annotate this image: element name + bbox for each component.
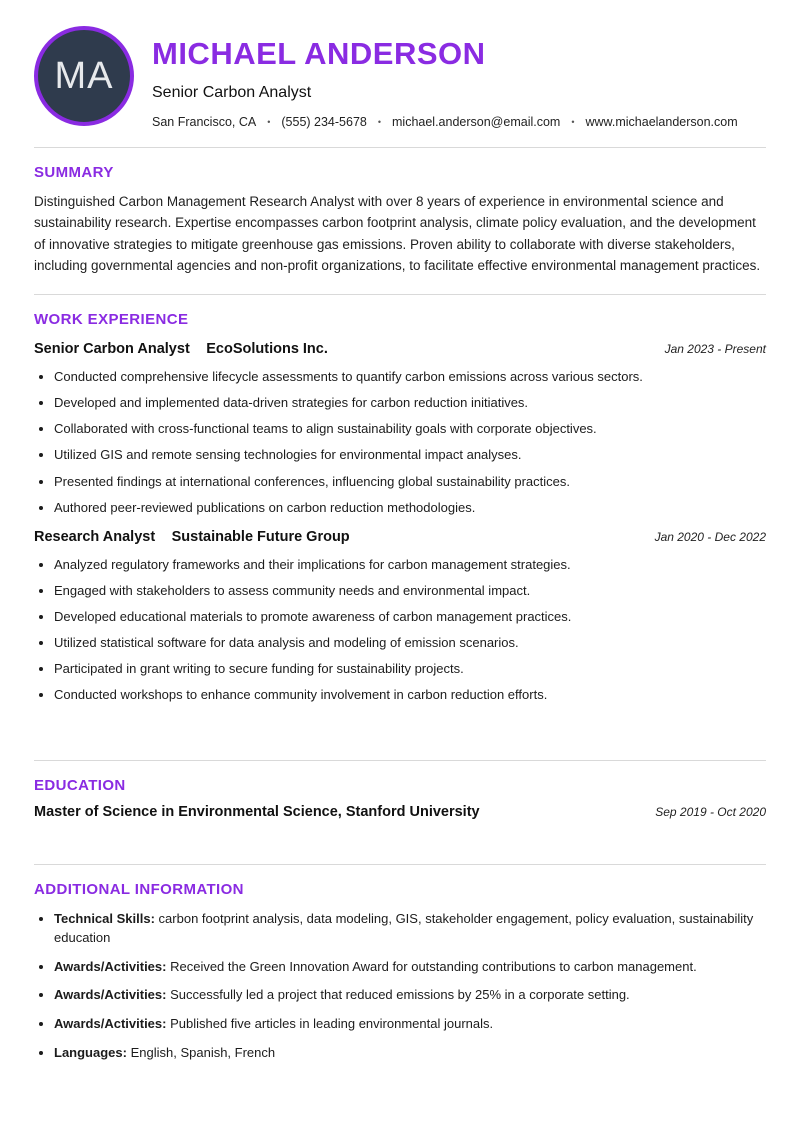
contact-separator: •	[571, 117, 575, 127]
job-bullet: • Analyzed regulatory frameworks and their implications for carbon management strategies.	[54, 556, 766, 574]
contact-email: michael.anderson@email.com	[392, 115, 561, 129]
education-entry	[34, 804, 766, 820]
additional-item-text: Published five articles in leading environmental journals.	[170, 1016, 494, 1032]
additional-item-label: Languages:	[54, 1045, 127, 1061]
additional-item	[54, 910, 766, 948]
job-title: Senior Carbon Analyst	[34, 341, 190, 358]
section-divider	[34, 760, 766, 761]
job-bullet: • Collaborated with cross-functional teams to align sustainability goals with corporate objectives.	[54, 420, 766, 438]
header-text	[152, 26, 738, 129]
education-dates: Sep 2019 - Oct 2020	[655, 804, 766, 819]
job-header	[34, 340, 766, 358]
section-spacer	[34, 820, 766, 846]
job-header	[34, 528, 766, 546]
additional-item	[54, 958, 766, 977]
job-bullet: • Authored peer-reviewed publications on carbon reduction methodologies.	[54, 499, 766, 517]
job-company: EcoSolutions Inc.	[206, 341, 328, 358]
additional-item-label: Awards/Activities:	[54, 1016, 167, 1032]
additional-information-section	[34, 881, 766, 1063]
job-bullet: • Conducted comprehensive lifecycle assessments to quantify carbon emissions across various sectors.	[54, 368, 766, 386]
job-bullet: • Engaged with stakeholders to assess community needs and environmental impact.	[54, 582, 766, 600]
contact-line	[152, 115, 738, 129]
job-bullet: • Developed and implemented data-driven strategies for carbon reduction initiatives.	[54, 394, 766, 412]
avatar	[34, 26, 134, 126]
work-experience-section	[34, 311, 766, 704]
additional-item-text: carbon footprint analysis, data modeling, GIS, stakeholder engagement, policy evaluation, sustainability education	[54, 910, 754, 945]
job-entry	[34, 528, 766, 704]
job-title-line	[34, 340, 328, 358]
additional-information-heading: ADDITIONAL INFORMATION	[34, 880, 244, 898]
additional-item-text: Successfully led a project that reduced emissions by 25% in a corporate setting.	[170, 987, 630, 1003]
job-title: Research Analyst	[34, 529, 156, 546]
job-dates: Jan 2020 - Dec 2022	[654, 530, 766, 545]
candidate-name: MICHAEL ANDERSON	[152, 36, 486, 71]
section-divider	[34, 294, 766, 295]
education-heading: EDUCATION	[34, 776, 126, 794]
additional-item-text: English, Spanish, French	[130, 1045, 276, 1061]
education-section	[34, 777, 766, 820]
job-entry	[34, 340, 766, 516]
additional-list	[54, 910, 766, 1063]
summary-heading: SUMMARY	[34, 164, 114, 181]
additional-item-label: Technical Skills:	[54, 910, 155, 926]
job-bullet: • Utilized GIS and remote sensing technologies for environmental impact analyses.	[54, 446, 766, 464]
candidate-title: Senior Carbon Analyst	[152, 84, 312, 101]
additional-item	[54, 1015, 766, 1034]
job-bullet-list	[54, 368, 766, 516]
job-bullet: • Utilized statistical software for data analysis and modeling of emission scenarios.	[54, 634, 766, 652]
resume-header	[34, 26, 766, 129]
additional-item-label: Awards/Activities:	[54, 987, 167, 1003]
job-bullet: • Presented findings at international conferences, influencing global sustainability practices.	[54, 473, 766, 491]
education-degree: Master of Science in Environmental Science, Stanford University	[34, 803, 480, 820]
summary-section	[34, 164, 766, 276]
additional-item-label: Awards/Activities:	[54, 958, 167, 974]
additional-item	[54, 986, 766, 1005]
job-bullet: • Developed educational materials to promote awareness of carbon management practices.	[54, 608, 766, 626]
avatar-initials: MA	[54, 54, 114, 97]
additional-item	[54, 1044, 766, 1063]
job-bullet-list	[54, 556, 766, 704]
job-bullet: • Conducted workshops to enhance community involvement in carbon reduction efforts.	[54, 686, 766, 704]
contact-location: San Francisco, CA	[152, 115, 257, 129]
job-dates: Jan 2023 - Present	[664, 342, 766, 357]
work-experience-heading: WORK EXPERIENCE	[34, 311, 189, 329]
job-title-line	[34, 528, 350, 546]
contact-phone: (555) 234-5678	[281, 115, 367, 129]
section-spacer	[34, 716, 766, 742]
job-company: Sustainable Future Group	[171, 529, 350, 546]
section-divider	[34, 864, 766, 865]
job-bullet: • Participated in grant writing to secure funding for sustainability projects.	[54, 660, 766, 678]
contact-separator: •	[377, 117, 382, 127]
contact-website: www.michaelanderson.com	[585, 115, 738, 129]
additional-item-text: Received the Green Innovation Award for outstanding contributions to carbon management.	[170, 958, 697, 974]
section-divider	[34, 147, 766, 148]
summary-text: Distinguished Carbon Management Research Analyst with over 8 years of experience in environmental science and sustainability research. Expertise encompasses carbon footprint analysis, climate policy evaluation, and the development of innovative strategies to mitigate greenhouse gas emissions. Proven ability to collaborate with diverse stakeholders, including governmental agencies and non-profit organizations, to facilitate effective environmental management practices.	[34, 194, 761, 273]
contact-separator: •	[267, 117, 271, 127]
